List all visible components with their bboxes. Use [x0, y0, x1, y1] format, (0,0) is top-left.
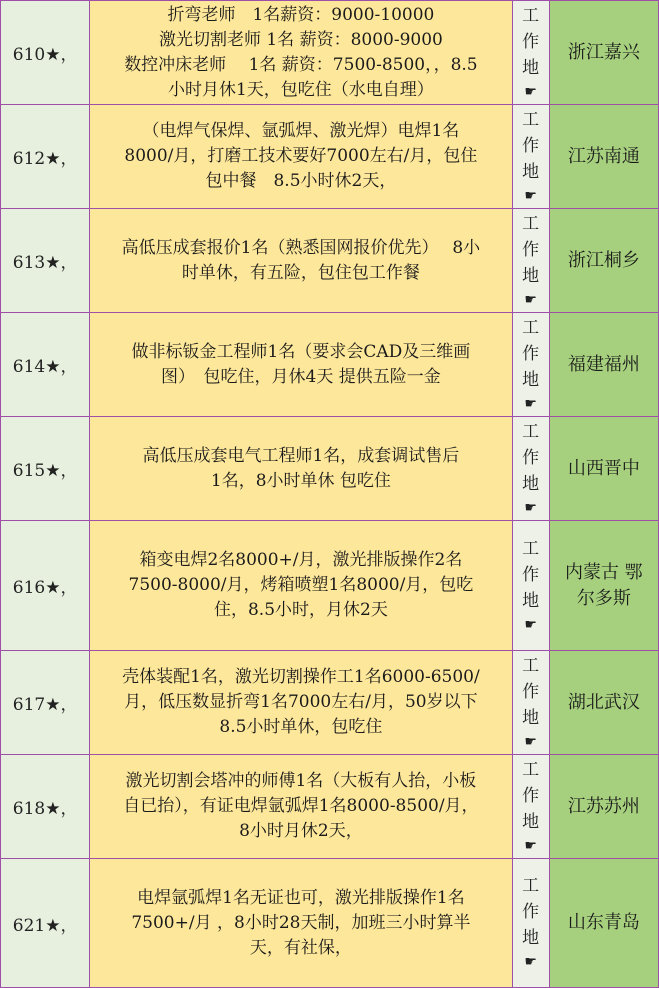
job-row: [1, 521, 659, 651]
job-location: [549, 209, 658, 313]
job-row: [1, 755, 659, 859]
job-description-line: 自已抬），有证电焊氩弧焊1名8000-8500/月，: [123, 796, 479, 816]
workplace-tag: [512, 521, 549, 651]
workplace-tag: [512, 209, 549, 313]
job-location: [549, 755, 658, 859]
job-description-line: 8.5小时单休，包吃住: [219, 717, 383, 737]
workplace-tag: [512, 755, 549, 859]
workplace-tag-char: 工: [522, 876, 540, 896]
job-description: [90, 755, 512, 859]
job-description-line: 小时月休1天，包吃住（水电自理）: [167, 79, 434, 100]
job-rows: [1, 1, 659, 988]
workplace-tag-char: 工: [522, 317, 540, 338]
job-id: 618★，: [1, 755, 90, 859]
workplace-tag-char: 工: [522, 213, 540, 234]
workplace-tag: [512, 651, 549, 755]
job-description-line: 图） 包吃住，月休4天 提供五险一金: [161, 366, 441, 387]
workplace-tag-char: 工: [522, 655, 540, 676]
workplace-tag: [512, 859, 549, 988]
pointing-hand-icon: ☛: [524, 187, 537, 204]
job-description-line: 1名，8小时单休 包吃住: [210, 470, 391, 491]
job-row: [1, 105, 659, 209]
job-location: [549, 521, 658, 651]
job-description-line: 月，低压数显折弯1名7000左右/月，50岁以下: [124, 692, 478, 712]
pointing-hand-icon: ☛: [524, 291, 537, 308]
job-description-line: 住，8.5小时，月休2天: [213, 600, 388, 620]
job-description-line: 天，有社保，: [249, 937, 352, 958]
pointing-hand-icon: ☛: [524, 83, 537, 100]
workplace-tag-char: 地: [522, 369, 540, 390]
workplace-tag-char: 地: [522, 707, 540, 728]
workplace-tag-char: 作: [522, 239, 540, 260]
job-location-line: 浙江桐乡: [567, 249, 640, 271]
job-id: 617★，: [1, 651, 90, 755]
job-description-line: 包中餐 8.5小时休2天，: [205, 171, 397, 191]
workplace-tag-char: 地: [522, 811, 540, 832]
job-location: [549, 651, 658, 755]
workplace-tag-char: 地: [522, 473, 540, 494]
workplace-tag-char: 地: [522, 265, 540, 286]
job-description-line: 8小时月休2天，: [239, 821, 363, 841]
job-location-line: 福建福州: [567, 353, 640, 375]
job-id: 612★，: [1, 105, 90, 209]
workplace-tag-char: 作: [522, 447, 540, 468]
job-id: 613★，: [1, 209, 90, 313]
job-description: [90, 209, 512, 313]
job-row: [1, 651, 659, 755]
job-location-line: 江苏南通: [567, 145, 640, 167]
job-location-line: 江苏苏州: [567, 795, 640, 817]
job-description: [90, 521, 512, 651]
job-description-line: 高低压成套电气工程师1名，成套调试售后: [142, 445, 460, 466]
job-id: 621★，: [1, 859, 90, 988]
workplace-tag: [512, 313, 549, 417]
workplace-tag-char: 作: [522, 785, 540, 806]
job-description-line: 8000/月，打磨工技术要好7000左右/月，包住: [124, 146, 478, 166]
job-description-line: 激光切割老师 1名 薪资：8000-9000: [158, 29, 443, 50]
job-description: [90, 105, 512, 209]
workplace-tag: [512, 105, 549, 209]
job-location-line: 内蒙古 鄂: [564, 561, 643, 583]
job-description: [90, 1, 512, 105]
job-description-line: 壳体装配1名，激光切割操作工1名6000-6500/: [122, 667, 480, 687]
workplace-tag-char: 工: [522, 109, 540, 130]
job-row: [1, 1, 659, 105]
job-description: [90, 313, 512, 417]
job-location-line: 山西晋中: [567, 457, 640, 479]
pointing-hand-icon: ☛: [524, 616, 537, 633]
workplace-tag-char: 地: [522, 161, 540, 182]
workplace-tag: [512, 1, 549, 105]
workplace-tag-char: 作: [522, 135, 540, 156]
job-location: [549, 105, 658, 209]
workplace-tag-char: 作: [522, 564, 540, 585]
workplace-tag-char: 地: [522, 590, 540, 611]
job-id: 614★，: [1, 313, 90, 417]
job-description-line: 折弯老师 1名薪资：9000-10000: [167, 4, 435, 25]
workplace-tag-char: 作: [522, 343, 540, 364]
job-location: [549, 417, 658, 521]
job-row: [1, 313, 659, 417]
pointing-hand-icon: ☛: [524, 954, 537, 970]
pointing-hand-icon: ☛: [524, 837, 537, 854]
job-description-line: 7500-8000/月，烤箱喷塑1名8000/月，包吃: [128, 575, 474, 595]
job-location-line: 山东青岛: [567, 912, 640, 933]
pointing-hand-icon: ☛: [524, 499, 537, 516]
job-description: [90, 859, 512, 988]
workplace-tag-char: 工: [522, 421, 540, 442]
workplace-tag-char: 作: [522, 31, 540, 52]
job-description-line: （电焊气保焊、氩弧焊、激光焊）电焊1名: [142, 121, 460, 141]
workplace-tag-char: 地: [522, 928, 540, 948]
job-id: 616★，: [1, 521, 90, 651]
workplace-tag-char: 工: [522, 759, 540, 780]
workplace-tag-char: 作: [522, 902, 540, 922]
job-row: [1, 859, 659, 988]
pointing-hand-icon: ☛: [524, 395, 537, 412]
workplace-tag-char: 工: [522, 5, 540, 26]
job-id: 615★，: [1, 417, 90, 521]
job-location: [549, 859, 658, 988]
job-description-line: 高低压成套报价1名（熟悉国网报价优先） 8小: [121, 237, 481, 258]
workplace-tag-char: 工: [522, 538, 540, 559]
workplace-tag-char: 作: [522, 681, 540, 702]
job-description-line: 7500+/月 ，8小时28天制，加班三小时算半: [131, 912, 471, 933]
workplace-tag-char: 地: [522, 57, 540, 78]
job-description-line: 激光切割会塔冲的师傅1名（大板有人抬，小板: [125, 771, 477, 791]
job-description: [90, 417, 512, 521]
pointing-hand-icon: ☛: [524, 733, 537, 750]
job-description-line: 时单休，有五险，包住包工作餐: [181, 262, 420, 283]
job-location: [549, 1, 658, 105]
job-description-line: 数控冲床老师 1名 薪资：7500-8500，，8.5: [124, 54, 478, 75]
job-id: 610★，: [1, 1, 90, 105]
job-description-line: 箱变电焊2名8000+/月，激光排版操作2名: [139, 550, 463, 570]
job-row: [1, 417, 659, 521]
job-location: [549, 313, 658, 417]
job-location-line: 浙江嘉兴: [567, 41, 640, 63]
workplace-tag: [512, 417, 549, 521]
job-description-line: 电焊氩弧焊1名无证也可，激光排版操作1名: [137, 887, 465, 908]
job-location-line: 湖北武汉: [567, 691, 640, 713]
job-description-line: 做非标钣金工程师1名（要求会CAD及三维画: [131, 341, 471, 362]
job-location-line: 尔多斯: [576, 587, 631, 609]
job-row: [1, 209, 659, 313]
job-description: [90, 651, 512, 755]
